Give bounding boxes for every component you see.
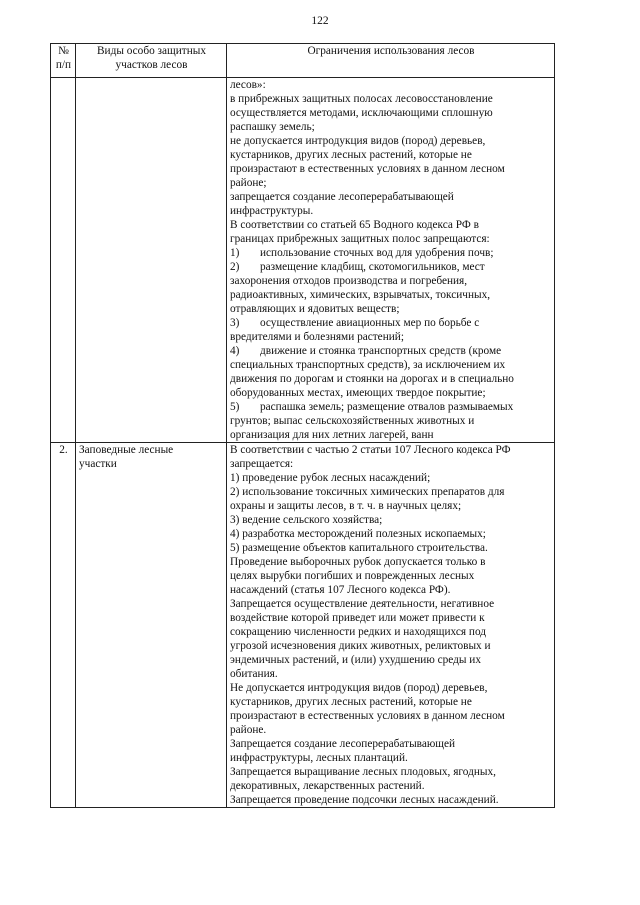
restriction-line: Запрещается выращивание лесных плодовых, ягодных, [230,766,496,778]
restriction-line: угрозой исчезновения диких животных, реликтовых и [230,640,491,652]
forest-type-line: Заповедные лесные [79,444,174,456]
enumeration-marker: 3) [230,317,240,329]
restriction-line: районе. [230,724,267,736]
header-number-line: п/п [55,59,72,71]
restriction-line: декоративных, лекарственных растений. [230,780,425,792]
restriction-line: Не допускается интродукция видов (пород) деревьев, [230,682,488,694]
restriction-line: Проведение выборочных рубок допускается только в [230,556,486,568]
restriction-line: захоронения отходов производства и погребения, [230,275,468,287]
restriction-line [230,246,552,260]
enumeration-marker: 1) [230,247,240,259]
restriction-line: 3) ведение сельского хозяйства; [230,514,383,526]
restriction-line: 2) использование токсичных химических препаратов для [230,486,505,498]
restriction-line: вредителями и болезнями растений; [230,331,404,343]
restriction-line: в прибрежных защитных полосах лесовосстановление [230,93,493,105]
restriction-line: лесов»: [230,79,266,91]
restriction-line: эндемичных растений, и (или) ухудшению среды их [230,654,482,666]
restriction-line: 4) разработка месторождений полезных ископаемых; [230,528,486,540]
enumeration-text: движение и стоянка транспортных средств (кроме [260,345,502,357]
row-number-cell: 2. [51,443,76,808]
restriction-line: произрастают в естественных условиях в данном лесном [230,163,505,175]
restriction-line: запрещается: [230,458,294,470]
enumeration-marker: 5) [230,401,240,413]
restriction-line: кустарников, других лесных растений, которые не [230,149,472,161]
restriction-line: осуществляется методами, исключающими сплошную [230,107,493,119]
restriction-line: В соответствии со статьей 65 Водного кодекса РФ в [230,219,479,231]
restriction-line [230,316,552,330]
header-restrictions: Ограничения использования лесов [227,44,555,78]
enumeration-text: использование сточных вод для удобрения почв; [260,247,494,259]
restriction-line: кустарников, других лесных растений, которые не [230,696,472,708]
restriction-line: сокращению численности редких и находящихся под [230,626,487,638]
restriction-line: произрастают в естественных условиях в данном лесном [230,710,505,722]
restriction-line: границах прибрежных защитных полос запрещаются: [230,233,490,245]
restriction-line [230,260,552,274]
forest-type-cell [76,443,227,808]
forest-type-line: участки [79,458,117,470]
restriction-line [230,400,552,414]
restriction-line: Запрещается осуществление деятельности, негативное [230,598,495,610]
restriction-line: Запрещается проведение подсочки лесных насаждений. [230,794,499,806]
restriction-line [230,344,552,358]
restrictions-cell [227,78,555,443]
page-number: 122 [311,15,329,27]
restriction-line: запрещается создание лесоперерабатывающей [230,191,454,203]
restriction-line: насаждений (статья 107 Лесного кодекса РФ). [230,584,451,596]
restriction-line: движения по дорогам и стоянки на дорогах и в специально [230,373,514,385]
table-header-row [51,44,555,78]
restriction-line: районе; [230,177,267,189]
restriction-line: не допускается интродукция видов (пород) деревьев, [230,135,486,147]
enumeration-text: осуществление авиационных мер по борьбе с [260,317,480,329]
restriction-line: инфраструктуры, лесных плантаций. [230,752,408,764]
header-forest-type-line: участков лесов [115,59,188,71]
enumeration-text: размещение кладбищ, скотомогильников, мест [260,261,485,273]
row-number-cell [51,78,76,443]
restriction-line: Запрещается создание лесоперерабатывающей [230,738,456,750]
restriction-line: обитания. [230,668,278,680]
restriction-line: охраны и защиты лесов, в т. ч. в научных целях; [230,500,462,512]
restriction-line: грунтов; выпас сельскохозяйственных животных и [230,415,475,427]
restriction-line: воздействие которой приведет или может привести к [230,612,485,624]
restrictions-cell [227,443,555,808]
restriction-line: радиоактивных, химических, взрывчатых, токсичных, [230,289,491,301]
header-number-line: № [58,45,69,57]
forest-type-cell [76,78,227,443]
restriction-line: организация для них летних лагерей, ванн [230,429,434,441]
header-forest-type-line: Виды особо защитных [97,45,206,57]
restriction-line: распашку земель; [230,121,315,133]
restriction-line: инфраструктуры. [230,205,314,217]
restriction-line: 5) размещение объектов капитального строительства. [230,542,488,554]
restriction-line: специальных транспортных средств), за исключением их [230,359,506,371]
header-forest-type [76,44,227,78]
header-number [51,44,76,78]
enumeration-text: распашка земель; размещение отвалов размываемых [260,401,514,413]
restriction-line: целях вырубки погибших и поврежденных лесных [230,570,475,582]
table-row [51,443,555,808]
restrictions-table [50,43,555,808]
enumeration-marker: 2) [230,261,240,273]
restriction-line: отравляющих и ядовитых веществ; [230,303,400,315]
restriction-line: оборудованных местах, имеющих твердое покрытие; [230,387,486,399]
restriction-line: 1) проведение рубок лесных насаждений; [230,472,431,484]
table-row [51,78,555,443]
enumeration-marker: 4) [230,345,240,357]
restriction-line: В соответствии с частью 2 статьи 107 Лесного кодекса РФ [230,444,511,456]
